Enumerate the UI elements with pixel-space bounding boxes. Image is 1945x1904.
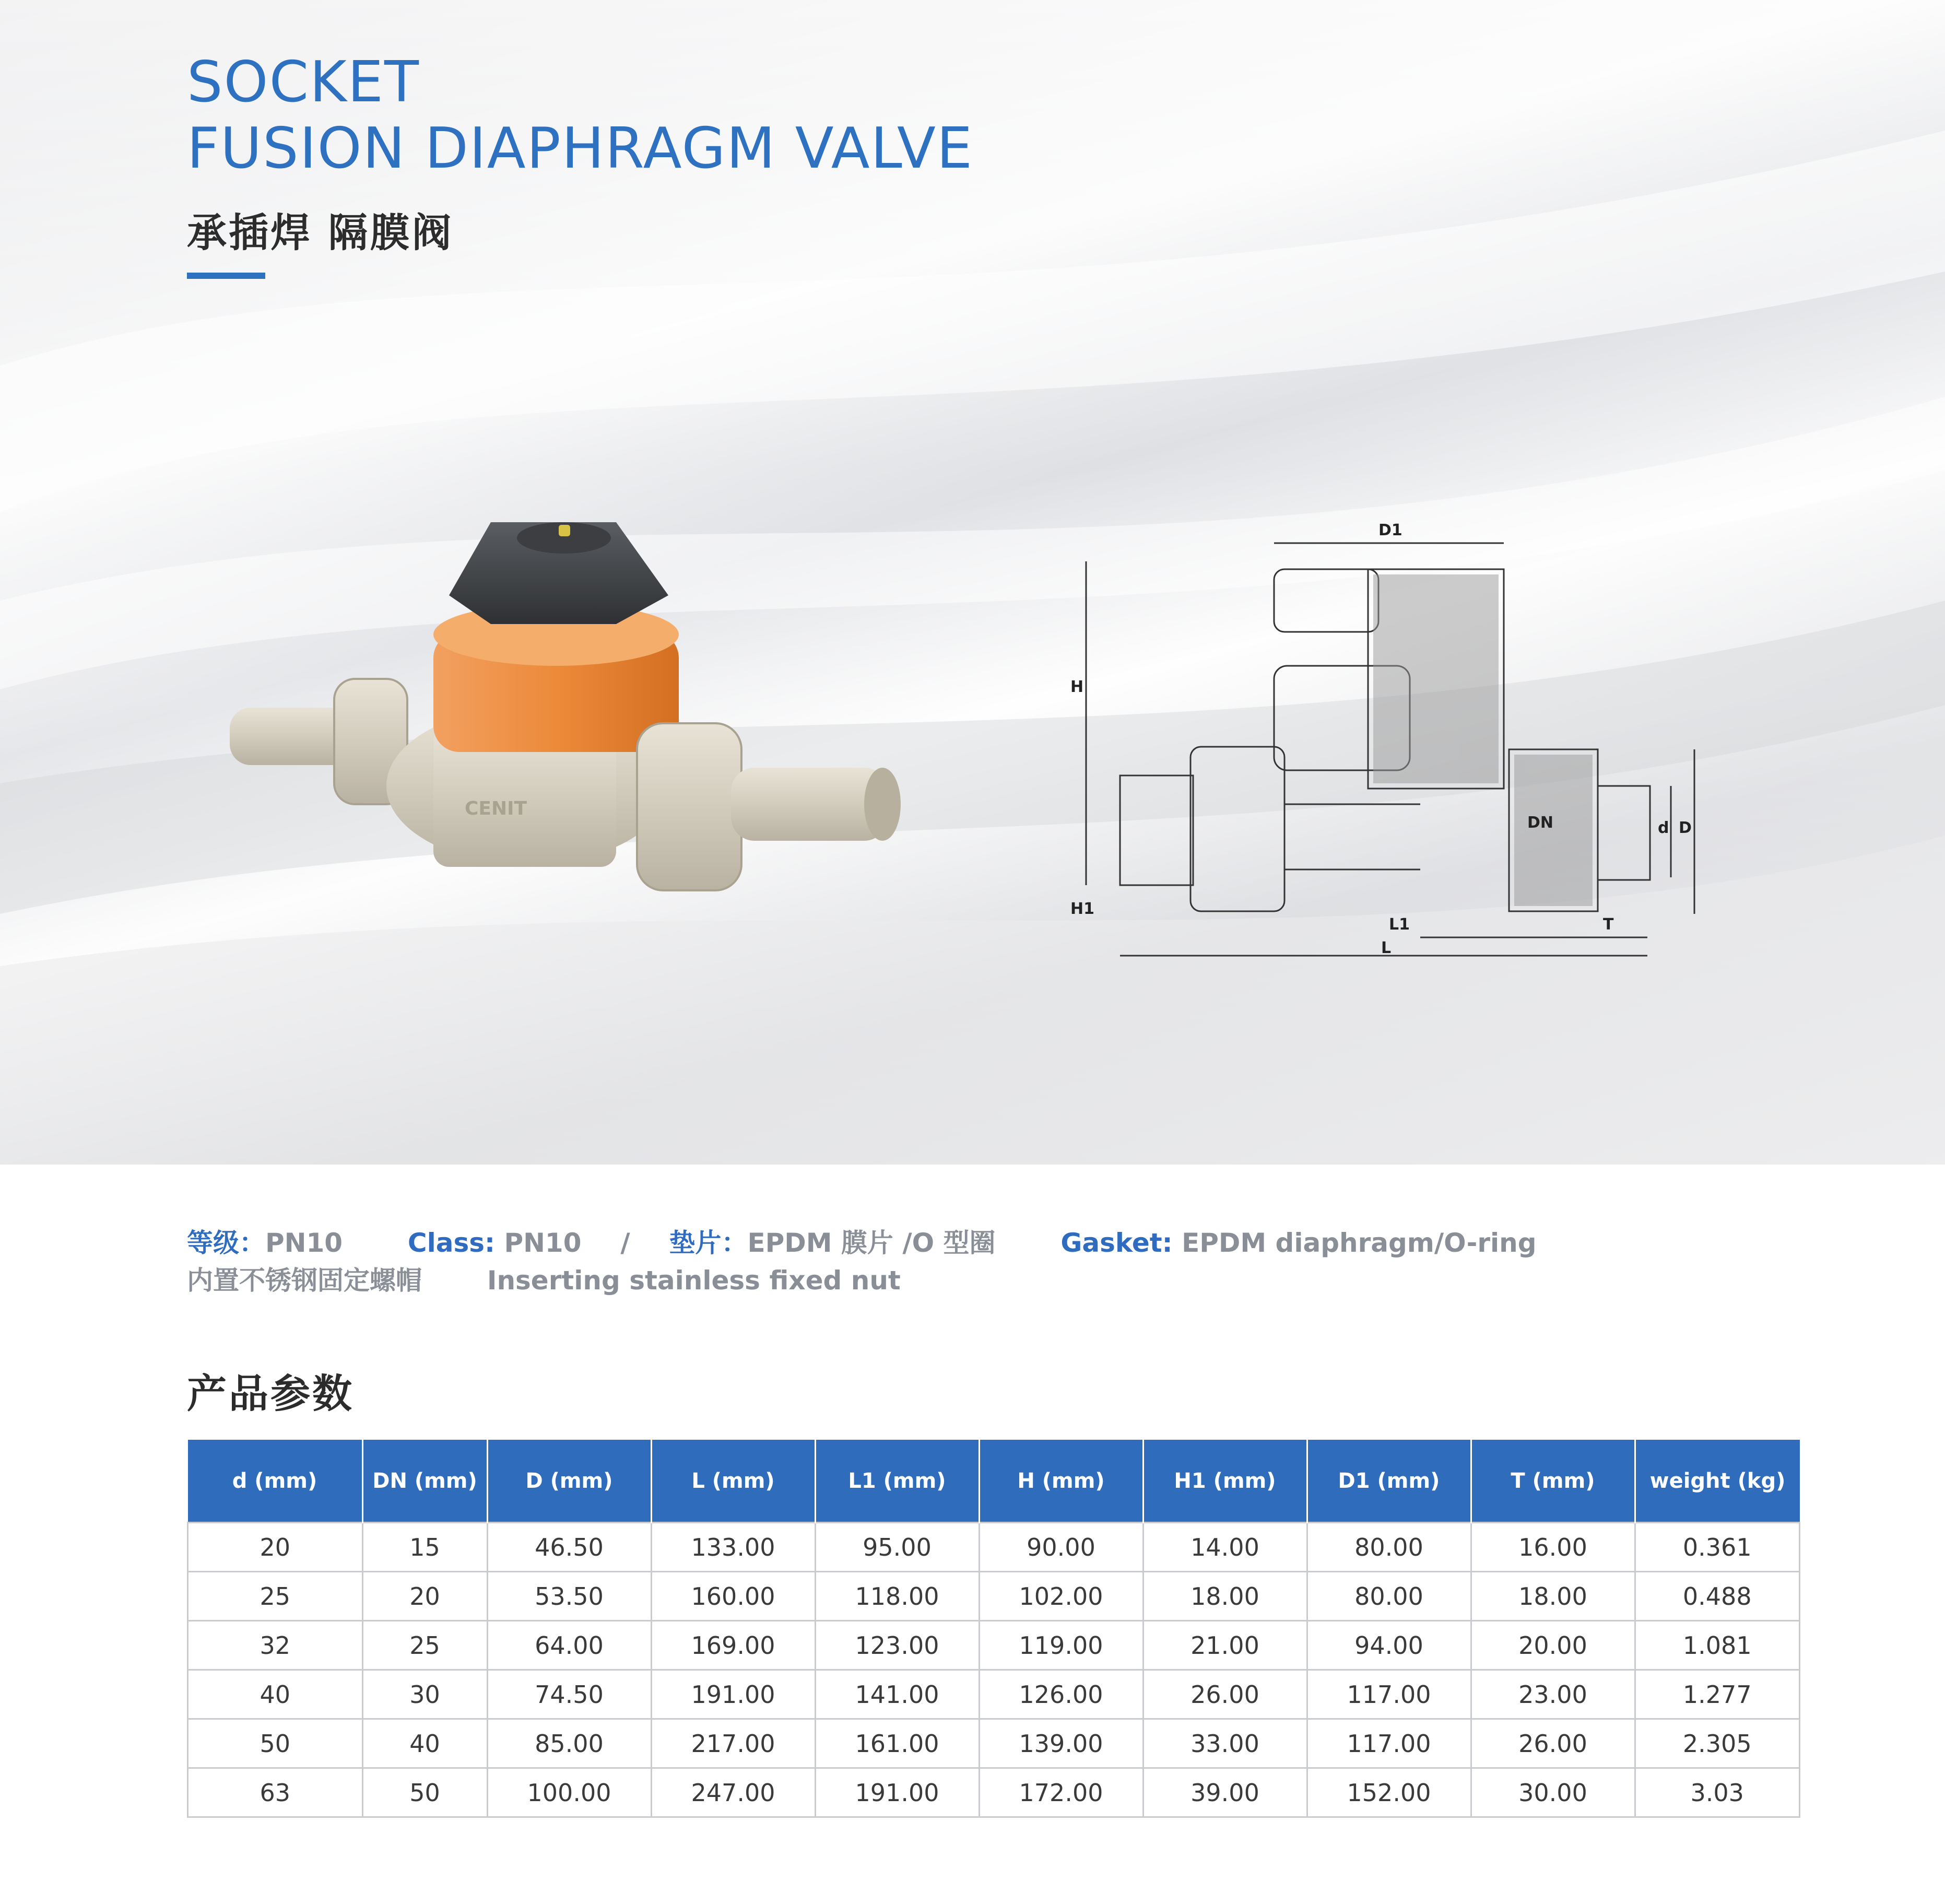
table-cell: 53.50: [487, 1572, 651, 1621]
table-cell: 102.00: [979, 1572, 1143, 1621]
table-cell: 50: [188, 1719, 363, 1768]
title-underline: [187, 273, 265, 279]
table-row: [188, 1523, 1800, 1572]
table-row: [188, 1768, 1800, 1817]
table-cell: 152.00: [1307, 1768, 1471, 1817]
table-cell: 18.00: [1471, 1572, 1635, 1621]
table-cell: 0.361: [1635, 1523, 1800, 1572]
product-photo: [219, 501, 929, 919]
table-cell: 161.00: [815, 1719, 979, 1768]
drawing-label-l1: L1: [1389, 915, 1410, 934]
table-cell: 39.00: [1143, 1768, 1307, 1817]
table-cell: 119.00: [979, 1621, 1143, 1670]
table-cell: 191.00: [651, 1670, 815, 1719]
table-row: [188, 1670, 1800, 1719]
table-cell: 85.00: [487, 1719, 651, 1768]
title-line-2: FUSION DIAPHRAGM VALVE: [187, 116, 974, 181]
separator: /: [620, 1228, 630, 1258]
table-cell: 90.00: [979, 1523, 1143, 1572]
table-cell: 80.00: [1307, 1572, 1471, 1621]
drawing-label-h1: H1: [1070, 900, 1094, 918]
table-cell: 139.00: [979, 1719, 1143, 1768]
table-cell: 26.00: [1471, 1719, 1635, 1768]
table-cell: 32: [188, 1621, 363, 1670]
technical-drawing: [1055, 512, 1734, 982]
table-header-row: [188, 1440, 1800, 1523]
table-cell: 3.03: [1635, 1768, 1800, 1817]
col-header: weight (kg): [1635, 1440, 1800, 1523]
class-label: Class:: [407, 1228, 496, 1258]
drawing-label-t: T: [1603, 915, 1614, 934]
table-cell: 64.00: [487, 1621, 651, 1670]
params-table: [187, 1440, 1800, 1818]
col-header: DN (mm): [362, 1440, 487, 1523]
table-cell: 20.00: [1471, 1621, 1635, 1670]
title-line-1: SOCKET: [187, 50, 420, 115]
col-header: D (mm): [487, 1440, 651, 1523]
table-row: [188, 1572, 1800, 1621]
table-cell: 30: [362, 1670, 487, 1719]
table-cell: 20: [188, 1523, 363, 1572]
nut-en: Inserting stainless fixed nut: [487, 1265, 901, 1296]
table-cell: 63: [188, 1768, 363, 1817]
gasket-value: EPDM diaphragm/O-ring: [1182, 1228, 1537, 1258]
table-cell: 21.00: [1143, 1621, 1307, 1670]
table-cell: 40: [362, 1719, 487, 1768]
nut-cn: 内置不锈钢固定螺帽: [187, 1265, 422, 1296]
drawing-label-h: H: [1070, 678, 1084, 696]
table-cell: 95.00: [815, 1523, 979, 1572]
table-cell: 94.00: [1307, 1621, 1471, 1670]
table-cell: 160.00: [651, 1572, 815, 1621]
table-cell: 74.50: [487, 1670, 651, 1719]
table-cell: 25: [188, 1572, 363, 1621]
table-cell: 33.00: [1143, 1719, 1307, 1768]
table-cell: 169.00: [651, 1621, 815, 1670]
table-cell: 40: [188, 1670, 363, 1719]
table-cell: 20: [362, 1572, 487, 1621]
col-header: H (mm): [979, 1440, 1143, 1523]
table-cell: 133.00: [651, 1523, 815, 1572]
spec-line-1: [187, 1222, 1537, 1260]
gasket-label: Gasket:: [1060, 1228, 1173, 1258]
table-cell: 23.00: [1471, 1670, 1635, 1719]
table-cell: 0.488: [1635, 1572, 1800, 1621]
grade-cn-value: PN10: [265, 1228, 343, 1258]
table-cell: 117.00: [1307, 1670, 1471, 1719]
table-cell: 80.00: [1307, 1523, 1471, 1572]
grade-cn-label: 等级：: [187, 1228, 265, 1258]
table-cell: 18.00: [1143, 1572, 1307, 1621]
table-cell: 100.00: [487, 1768, 651, 1817]
col-header: d (mm): [188, 1440, 363, 1523]
table-cell: 141.00: [815, 1670, 979, 1719]
brand-mark: CENIT: [465, 798, 527, 819]
class-value: PN10: [504, 1228, 582, 1258]
title-chinese: 承插焊 隔膜阀: [187, 209, 454, 256]
table-cell: 172.00: [979, 1768, 1143, 1817]
table-cell: 123.00: [815, 1621, 979, 1670]
col-header: L1 (mm): [815, 1440, 979, 1523]
table-cell: 14.00: [1143, 1523, 1307, 1572]
table-cell: 30.00: [1471, 1768, 1635, 1817]
table-row: [188, 1719, 1800, 1768]
col-header: H1 (mm): [1143, 1440, 1307, 1523]
table-cell: 1.277: [1635, 1670, 1800, 1719]
gasket-cn-label: 垫片：: [669, 1228, 748, 1258]
table-cell: 247.00: [651, 1768, 815, 1817]
table-cell: 1.081: [1635, 1621, 1800, 1670]
table-cell: 25: [362, 1621, 487, 1670]
params-title: 产品参数: [187, 1370, 354, 1417]
table-cell: 16.00: [1471, 1523, 1635, 1572]
table-cell: 50: [362, 1768, 487, 1817]
drawing-label-l: L: [1381, 939, 1392, 957]
table-cell: 2.305: [1635, 1719, 1800, 1768]
col-header: L (mm): [651, 1440, 815, 1523]
table-cell: 15: [362, 1523, 487, 1572]
table-cell: 118.00: [815, 1572, 979, 1621]
table-cell: 26.00: [1143, 1670, 1307, 1719]
drawing-label-dn: DN: [1527, 814, 1554, 832]
drawing-label-d: d: [1658, 819, 1669, 837]
col-header: D1 (mm): [1307, 1440, 1471, 1523]
table-cell: 126.00: [979, 1670, 1143, 1719]
table-cell: 217.00: [651, 1719, 815, 1768]
gasket-cn-value: EPDM 膜片 /O 型圈: [747, 1228, 996, 1258]
col-header: T (mm): [1471, 1440, 1635, 1523]
table-cell: 191.00: [815, 1768, 979, 1817]
table-cell: 46.50: [487, 1523, 651, 1572]
drawing-label-big-d: D: [1679, 819, 1692, 837]
table-row: [188, 1621, 1800, 1670]
drawing-label-d1: D1: [1378, 521, 1402, 539]
spec-line-2: [187, 1260, 901, 1297]
table-cell: 117.00: [1307, 1719, 1471, 1768]
